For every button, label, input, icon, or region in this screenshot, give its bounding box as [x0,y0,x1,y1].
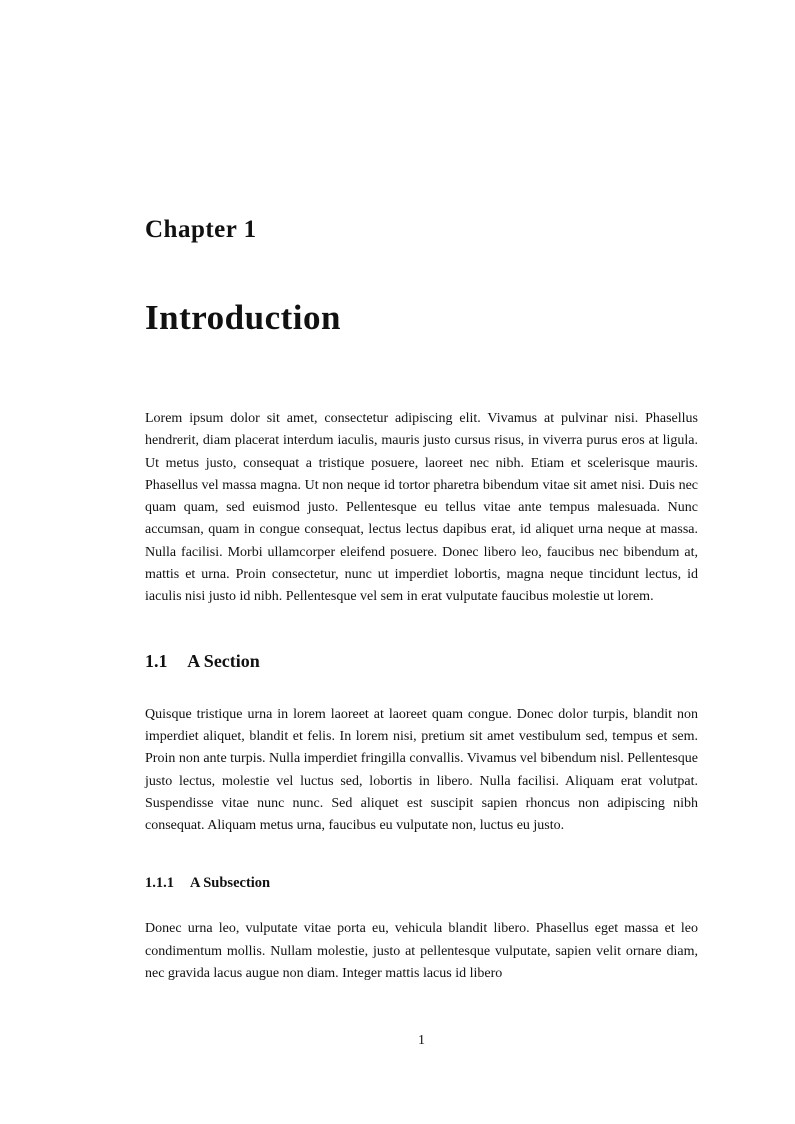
chapter-title: Introduction [145,298,341,337]
section-heading [145,651,698,672]
chapter-label: Chapter 1 [145,216,257,243]
subsection-number: 1.1.1 [145,875,174,892]
paragraph-3: Donec urna leo, vulputate vitae porta eu, vehicula blandit libero. Phasellus eget massa et leo condimentum mollis. Nullam molestie, justo at pellentesque vulputate, sapien velit ornare diam, nec gravida lacus augue non diam. Integer mattis lacus id libero [145,921,698,982]
section-number: 1.1 [145,650,168,671]
paragraph-2: Quisque tristique urna in lorem laoreet at laoreet quam congue. Donec dolor turpis, blandit non imperdiet aliquet, blandit et felis. In lorem nisi, pretium sit amet vestibulum sed, tempus et sem. Proin non ante turpis. Nulla imperdiet fringilla convallis. Vivamus vel bibendum nisl. Pellentesque justo lectus, molestie vel luctus sed, lobortis in libero. Nulla facilisi. Aliquam erat volutpat. Suspendisse vitae nunc nunc. Sed aliquet est suscipit sapien rhoncus non adipiscing nibh consequat. Aliquam metus urna, faucibus eu vulputate non, luctus eu justo. [145,706,698,834]
subsection-title: A Subsection [189,875,271,892]
page-number: 1 [418,1033,425,1048]
text-column [145,0,698,985]
subsection-heading [145,875,698,892]
paragraph-1: Lorem ipsum dolor sit amet, consectetur adipiscing elit. Vivamus at pulvinar nisi. Phasellus hendrerit, diam placerat interdum iaculis, mauris justo cursus risus, in viverra purus eros at ligula. Ut metus justo, consequat a tristique posuere, laoreet nec nibh. Etiam et scelerisque mauris. Phasellus vel massa magna. Ut non neque id tortor pharetra bibendum vitae sit amet nisi. Duis nec quam quam, sed euismod justo. Pellentesque eu tellus vitae ante tempus malesuada. Nunc accumsan, quam in congue consequat, lectus lectus dapibus erat, id aliquet urna neque at massa. Nulla facilisi. Morbi ullamcorper eleifend posuere. Donec libero leo, faucibus nec bibendum at, mattis et urna. Proin consectetur, nunc ut imperdiet lobortis, magna neque tincidunt lectus, id iaculis nisi justo id nibh. Pellentesque vel sem in erat vulputate faucibus molestie ut lorem. [145,411,698,605]
section-title: A Section [187,650,260,671]
